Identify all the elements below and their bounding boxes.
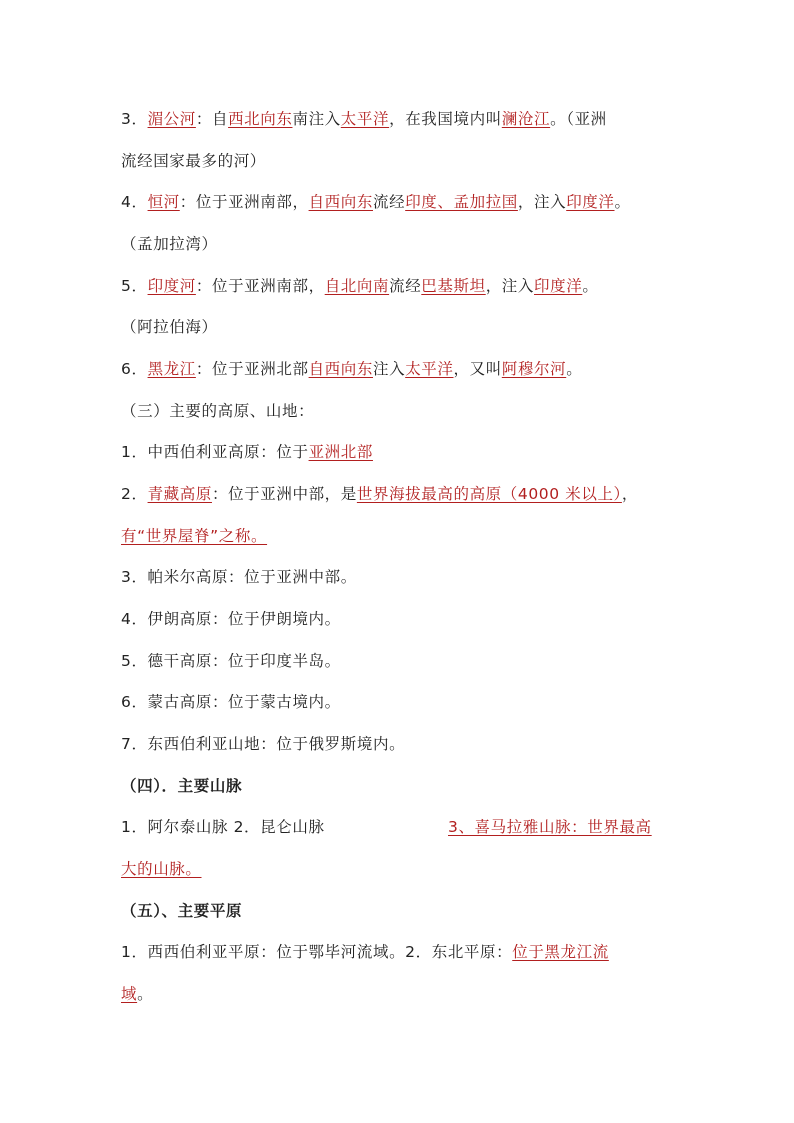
text: 6．蒙古高原：位于蒙古境内。 (121, 693, 341, 711)
text: 3．帕米尔高原：位于亚洲中部。 (121, 568, 357, 586)
plateau-fact: 世界海拔最高的高原（4000 米以上） (356, 485, 622, 503)
ocean-name: 太平洋 (405, 360, 454, 378)
flow-direction: 自西向东 (308, 193, 373, 211)
item-number: 4． (121, 193, 148, 211)
text: ：位于亚洲中部，是 (211, 485, 357, 503)
heading-text: （四）．主要山脉 (121, 777, 243, 795)
text: 。 (137, 985, 154, 1003)
countries: 印度、孟加拉国 (405, 193, 518, 211)
river-name-lancang: 澜沧江 (501, 110, 551, 128)
pamir-plateau-line (121, 565, 357, 587)
mekong-line (121, 107, 607, 129)
plains-line (121, 940, 609, 962)
text: ，注入 (517, 193, 567, 211)
item-number: 5． (121, 277, 148, 295)
location: 亚洲北部 (308, 443, 373, 461)
text: 1．西西伯利亚平原：位于鄂毕河流域。2．东北平原： (121, 943, 513, 961)
text: 7．东西伯利亚山地：位于俄罗斯境内。 (121, 735, 406, 753)
text: ：自 (195, 110, 229, 128)
item-number: 6． (121, 360, 148, 378)
mountains-line (121, 815, 325, 837)
text: 4．伊朗高原：位于伊朗境内。 (121, 610, 341, 628)
flow-direction: 自北向南 (324, 277, 390, 295)
text: （孟加拉湾） (121, 235, 218, 253)
heading-text: （五）、主要平原 (121, 902, 243, 920)
ganges-line (121, 190, 631, 212)
text: 。 (566, 360, 583, 378)
text: 。（亚洲 (550, 110, 607, 128)
heading-text: （三）主要的高原、山地： (121, 402, 315, 420)
text: 1．阿尔泰山脉 2．昆仑山脉 (121, 818, 325, 836)
mekong-note-line (121, 149, 266, 171)
northeast-plain-location: 位于黑龙江流 (512, 943, 609, 961)
text: ，注入 (485, 277, 535, 295)
mongolian-plateau-line (121, 690, 341, 712)
flow-direction: 西北向东 (228, 110, 293, 128)
ocean-name: 印度洋 (566, 193, 615, 211)
plateau-name: 青藏高原 (147, 485, 212, 503)
country: 巴基斯坦 (421, 277, 486, 295)
himalaya-continuation-line (121, 857, 202, 879)
text: ，在我国境内叫 (389, 110, 502, 128)
ocean-name: 印度洋 (534, 277, 583, 295)
river-name-indus: 印度河 (147, 277, 196, 295)
deccan-plateau-line (121, 649, 341, 671)
northeast-plain-location-continued: 域 (121, 985, 138, 1003)
section-heading-plains (121, 899, 242, 921)
text: 。 (582, 277, 599, 295)
indus-line (121, 274, 598, 296)
plains-continuation-line (121, 982, 153, 1004)
text: （阿拉伯海） (121, 318, 218, 336)
text: 南注入 (292, 110, 341, 128)
himalaya-fact-continued: 大的山脉。 (121, 860, 202, 878)
plateau-nickname: 有“世界屋脊”之称。 (121, 527, 268, 545)
river-name-heilongjiang: 黑龙江 (147, 360, 196, 378)
section-heading-plateaus (121, 399, 314, 421)
text: 流经 (372, 193, 406, 211)
central-siberian-plateau-line (121, 440, 373, 462)
text: ，又叫 (453, 360, 502, 378)
tibetan-plateau-nickname-line (121, 524, 267, 546)
text: ：位于亚洲北部 (195, 360, 309, 378)
item-number: 2． (121, 485, 148, 503)
indus-note-line (121, 315, 218, 337)
text: 。 (614, 193, 631, 211)
himalaya-fact: 3、喜马拉雅山脉：世界最高 (448, 818, 652, 836)
text: 注入 (372, 360, 406, 378)
text: ， (621, 485, 639, 503)
item-number: 3． (121, 110, 148, 128)
tibetan-plateau-line (121, 482, 638, 504)
text: ：位于亚洲南部， (179, 193, 309, 211)
river-name-mekong: 湄公河 (147, 110, 196, 128)
text: ：位于亚洲南部， (195, 277, 325, 295)
river-name-ganges: 恒河 (147, 193, 180, 211)
text: 5．德干高原：位于印度半岛。 (121, 652, 341, 670)
text: 流经 (389, 277, 422, 295)
heilongjiang-line (121, 357, 582, 379)
ocean-name: 太平洋 (340, 110, 390, 128)
section-heading-mountains (121, 774, 242, 796)
iranian-plateau-line (121, 607, 341, 629)
text: 1．中西伯利亚高原：位于 (121, 443, 309, 461)
ganges-note-line (121, 232, 218, 254)
river-name-amur: 阿穆尔河 (501, 360, 567, 378)
east-siberian-mountains-line (121, 732, 405, 754)
text: 流经国家最多的河） (121, 152, 266, 170)
flow-direction: 自西向东 (308, 360, 373, 378)
